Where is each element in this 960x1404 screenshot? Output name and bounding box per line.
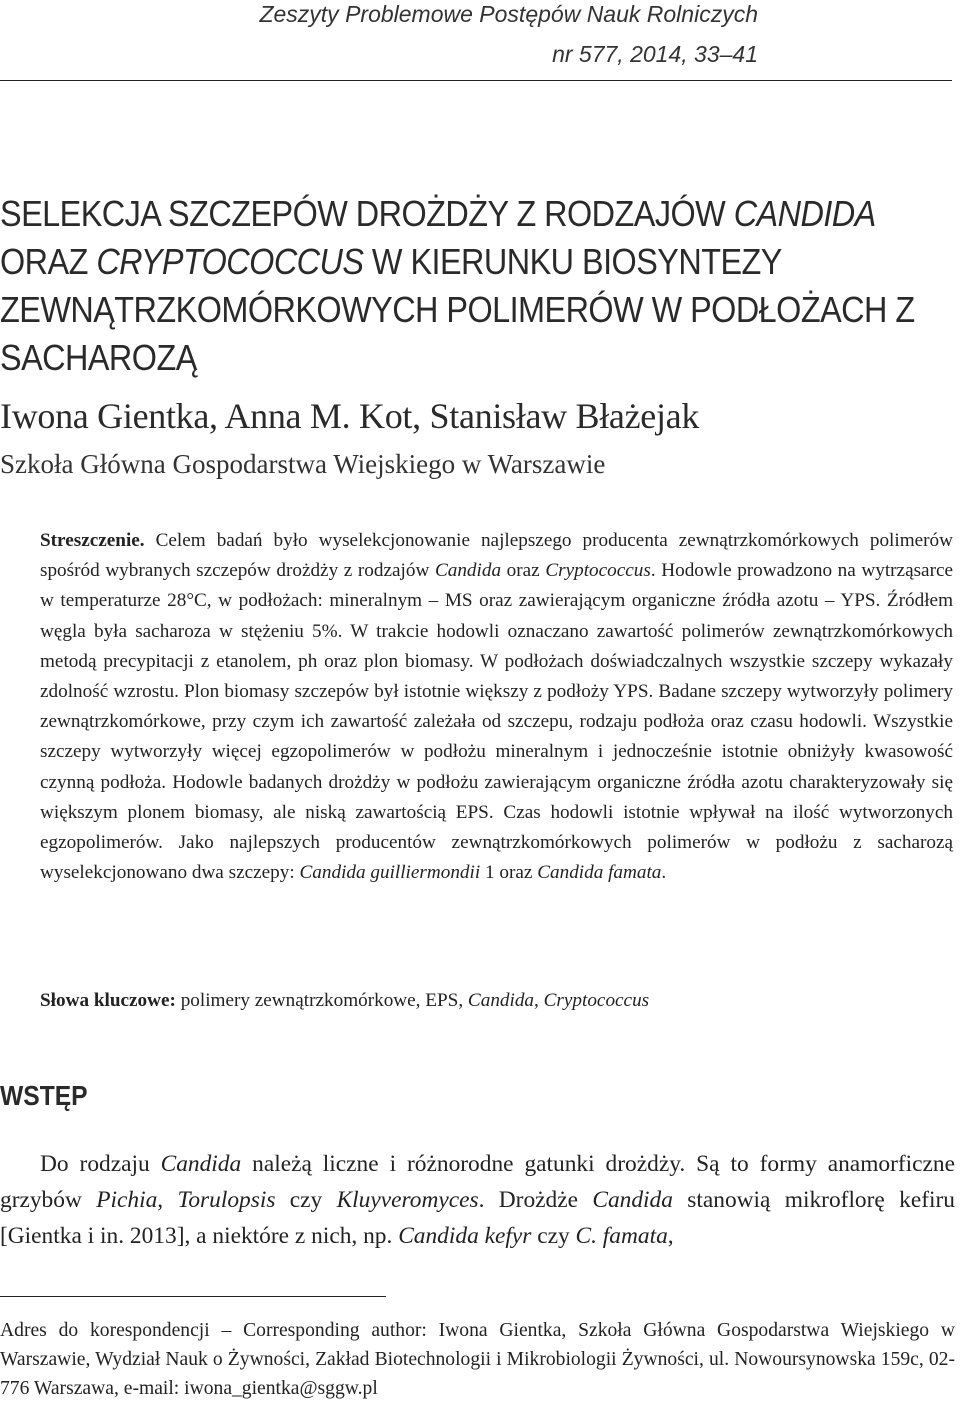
section-heading: WSTĘP — [0, 1080, 88, 1111]
intro-italic-3: Torulopsis — [177, 1187, 276, 1213]
keywords-italic-2: Cryptococcus — [543, 990, 650, 1011]
intro-paragraph — [0, 1146, 955, 1254]
intro-italic-7: C. famata — [575, 1223, 668, 1249]
abstract-italic-2: Cryptococcus — [545, 560, 651, 582]
abstract-label: Streszczenie. — [40, 530, 145, 551]
keywords-text-2: , — [534, 990, 544, 1011]
journal-name: Zeszyty Problemowe Postępów Nauk Rolniczych — [259, 1, 758, 27]
abstract-text-1: Celem badań było wyselekcjonowanie najlepszego producenta zewnątrzkomórkowych polimerów spośród wybranych szczepów drożdży z rodzajów — [40, 530, 953, 582]
abstract-italic-4: Candida famata — [537, 862, 662, 884]
title-part3: W KIERUNKU BIOSYNTEZY ZEWNĄTRZKOMÓRKOWYCH POLIMERÓW W PODŁOŻACH Z SACHAROZĄ — [0, 241, 915, 378]
keywords-text-1: polimery zewnątrzkomórkowe, EPS, — [175, 990, 468, 1011]
intro-italic-2: Pichia — [96, 1187, 158, 1213]
abstract-italic-1: Candida — [434, 560, 502, 582]
abstract-text-3: . Hodowle prowadzono na wytrząsarce w temperaturze 28°C, w podłożach: mineralnym – MS oraz zawierającym organiczne źródła azotu – YPS. Źródłem węgla była sacharoza w stężeniu 5%. W trakcie hodowli oznaczano zawartość polimerów zewnątrzkomórkowych metodą precypitacji z etanolem, ph oraz plon biomasy. W podłożach doświadczalnych wszystkie szczepy wykazały zdolność wzrostu. Plon biomasy szczepów był istotnie większy z podłoży YPS. Badane szczepy wytworzyły polimery zewnątrzkomórkowe, przy czym ich zawartość zależała od szczepu, rodzaju podłoża oraz czasu hodowli. Wszystkie szczepy wytworzyły więcej egzopolimerów w podłożu mineralnym i jednocześnie istotnie obniżyły kwasowość czynną podłoża. Hodowle badanych drożdży w podłożu zawierającym organiczne źródła azotu charakteryzowały się większym plonem biomasy, ale niską zawartością EPS. Czas hodowli istotnie wpływał na ilość wytworzonych egzopolimerów. Jako najlepszych producentów zewnątrzkomórkowych polimerów w podłożu z sacharozą wyselekcjonowano dwa szczepy: — [40, 560, 953, 884]
footnote: Adres do korespondencji – Corresponding author: Iwona Gientka, Szkoła Główna Gospodarstwa Wiejskiego w Warszawie, Wydział Nauk o Żywności, Zakład Biotechnologii i Mikrobiologii Żywności, ul. Nowoursynowska 159c, 02-776 Warszawa, e-mail: iwona_gientka@sggw.pl — [0, 1320, 955, 1399]
abstract-italic-3: Candida guilliermondii — [299, 862, 481, 884]
intro-text-3: , — [157, 1187, 178, 1213]
authors: Iwona Gientka, Anna M. Kot, Stanisław Błażejak — [0, 396, 700, 436]
abstract — [40, 526, 953, 888]
keywords — [40, 986, 953, 1016]
intro-italic-6: Candida kefyr — [398, 1223, 532, 1249]
intro-text-4: czy — [275, 1187, 337, 1213]
abstract-text-4: 1 oraz — [480, 862, 538, 884]
journal-issue: nr 577, 2014, 33–41 — [552, 41, 758, 67]
footnote-rule — [0, 1296, 386, 1297]
header-rule — [0, 80, 952, 81]
title-part2-italic: CRYPTOCOCCUS — [96, 241, 364, 282]
intro-text-8: , — [667, 1223, 674, 1249]
abstract-text-2: oraz — [501, 560, 546, 582]
intro-text-2: należą liczne i różnorodne gatunki drożdży. Są to formy anamorficzne grzybów — [0, 1151, 955, 1213]
intro-italic-5: Candida — [592, 1187, 673, 1213]
paper-title — [0, 190, 954, 382]
keywords-label: Słowa kluczowe: — [40, 990, 176, 1011]
intro-text-6: stanowią mikroflorę kefiru [Gientka i in. 2013], a niektóre z nich, np. — [0, 1187, 955, 1249]
intro-italic-4: Kluyveromyces — [336, 1187, 479, 1213]
intro-text-5: . Drożdże — [478, 1187, 593, 1213]
title-part1-italic: CANDIDA — [733, 193, 876, 234]
journal-header — [259, 0, 758, 74]
title-part1: SELEKCJA SZCZEPÓW DROŻDŻY Z RODZAJÓW — [0, 193, 734, 234]
intro-italic-1: Candida — [160, 1151, 242, 1177]
keywords-italic-1: Candida — [467, 990, 535, 1011]
affiliation: Szkoła Główna Gospodarstwa Wiejskiego w Warszawie — [0, 449, 606, 479]
intro-text-7: czy — [531, 1223, 576, 1249]
title-part2: ORAZ — [0, 241, 97, 282]
abstract-text-5: . — [661, 862, 667, 884]
intro-text-1: Do rodzaju — [40, 1151, 161, 1177]
